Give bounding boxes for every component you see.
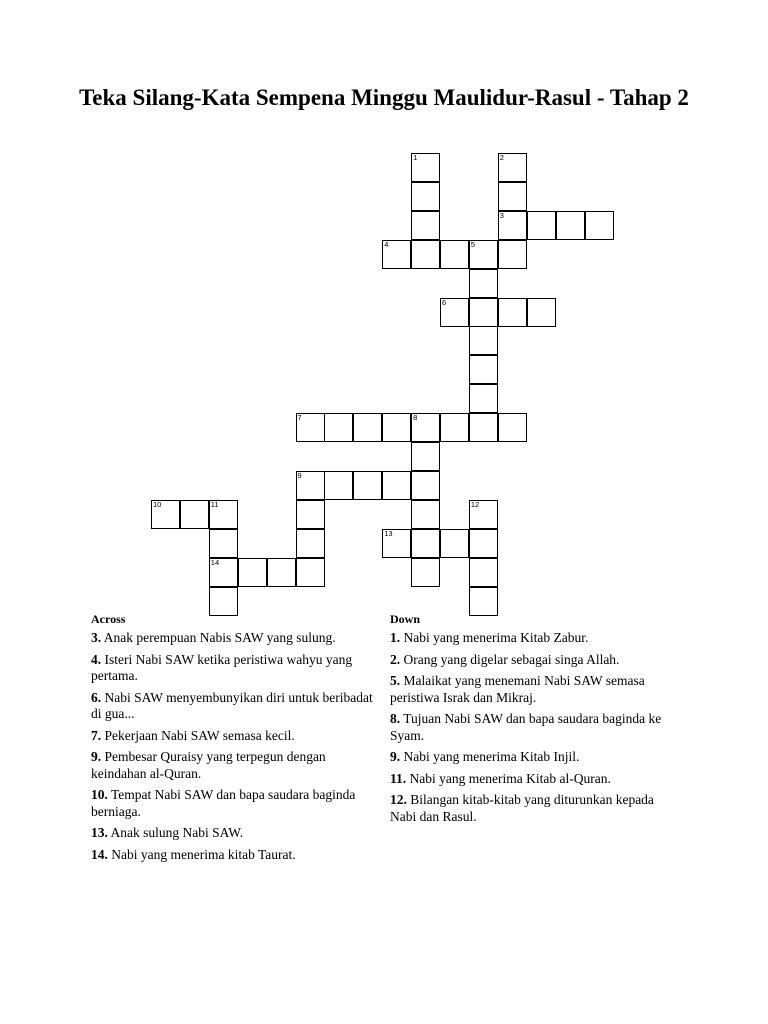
grid-cell[interactable] [556,211,585,240]
clue-number: 8. [390,711,401,726]
down-clues [390,612,680,830]
grid-cell[interactable] [440,298,469,327]
grid-cell[interactable] [382,471,411,500]
grid-cell[interactable] [151,500,180,529]
grid-cell[interactable] [469,384,498,413]
grid-cell[interactable] [382,529,411,558]
clue-number: 14. [91,846,108,862]
grid-cell[interactable] [440,529,469,558]
down-clue [390,652,680,669]
clue-text: Orang yang digelar sebagai singa Allah. [400,651,620,667]
grid-cell[interactable] [498,182,527,211]
grid-cell[interactable] [498,413,527,442]
down-clue [390,673,680,706]
grid-cell[interactable] [469,500,498,529]
page-title: Teka Silang-Kata Sempena Minggu Maulidur-Rasul - Tahap 2 [79,85,689,110]
clue-number: 4. [91,651,102,667]
grid-cell[interactable] [411,413,440,442]
across-clue [91,787,376,820]
cell-number: 3 [499,210,504,220]
grid-cell[interactable] [469,269,498,298]
cell-number: 2 [499,153,504,162]
grid-cell[interactable] [267,558,296,587]
clue-text: Anak sulung Nabi SAW. [107,825,244,840]
grid-cell[interactable] [469,558,498,587]
grid-cell[interactable] [296,529,325,558]
down-clue [390,771,680,788]
grid-cell[interactable] [469,298,498,327]
grid-cell[interactable] [469,529,498,558]
across-heading: Across [91,612,126,626]
grid-cell[interactable] [440,413,469,442]
clue-text: Nabi SAW menyembunyikan diri untuk beribadat di gua... [91,689,373,721]
grid-cell[interactable] [209,500,238,529]
clue-number: 1. [390,630,401,645]
grid-cell[interactable] [382,240,411,269]
across-clue [91,728,376,745]
grid-cell[interactable] [411,558,440,587]
clue-number: 5. [390,673,401,688]
clue-number: 6. [91,689,102,705]
grid-cell[interactable] [469,355,498,384]
grid-cell[interactable] [469,326,498,355]
down-clue [390,630,680,647]
cell-number: 7 [297,413,302,423]
clue-number: 9. [91,749,102,764]
clue-text: Nabi yang menerima Kitab al-Quran. [406,770,611,786]
grid-cell[interactable] [209,529,238,558]
cell-number: 10 [153,499,162,509]
down-clue [390,749,680,766]
grid-cell[interactable] [411,153,440,182]
clue-number: 13. [91,825,108,840]
grid-cell[interactable] [296,558,325,587]
grid-cell[interactable] [411,471,440,500]
clue-number: 3. [91,630,102,645]
clue-text: Nabi yang menerima kitab Taurat. [107,846,296,862]
grid-cell[interactable] [382,413,411,442]
clue-number: 10. [91,787,108,802]
down-clue-list [390,630,680,825]
cell-number: 5 [470,239,476,249]
clue-text: Nabi yang menerima Kitab Zabur. [400,630,589,645]
cell-number: 14 [210,557,220,567]
clue-text: Anak perempuan Nabis SAW yang sulung. [101,630,336,645]
down-clue [390,711,680,744]
clue-text: Malaikat yang menemani Nabi SAW semasa peristiwa Israk dan Mikraj. [390,673,645,705]
grid-cell[interactable] [411,529,440,558]
across-clue [91,847,376,864]
across-clue [91,630,376,647]
grid-cell[interactable] [527,211,556,240]
grid-cell[interactable] [296,413,325,442]
grid-cell[interactable] [498,211,527,240]
clue-text: Nabi yang menerima Kitab Injil. [400,749,580,764]
grid-cell[interactable] [353,413,382,442]
cell-number: 8 [413,413,418,423]
grid-cell[interactable] [411,182,440,211]
grid-cell[interactable] [411,500,440,529]
grid-cell[interactable] [440,240,469,269]
cell-number: 4 [384,239,389,249]
grid-cell[interactable] [324,413,353,442]
clue-text: Tujuan Nabi SAW dan bapa saudara baginda ke Syam. [390,711,662,743]
grid-cell[interactable] [238,558,267,587]
cell-number: 11 [210,499,219,509]
grid-cell[interactable] [469,413,498,442]
clue-number: 12. [390,792,407,807]
across-clue [91,825,376,842]
clue-number: 9. [390,749,401,764]
clue-text: Tempat Nabi SAW dan bapa saudara baginda berniaga. [91,787,356,819]
grid-cell[interactable] [498,298,527,327]
clue-text: Pembesar Quraisy yang terpegun dengan keindahan al-Quran. [91,749,326,781]
cell-number: 6 [442,297,447,307]
down-clue [390,792,680,825]
across-clue [91,749,376,782]
cell-number: 9 [297,470,302,480]
grid-cell[interactable] [527,298,556,327]
clue-text: Bilangan kitab-kitab yang diturunkan kepada Nabi dan Rasul. [390,792,654,824]
across-clue [91,652,376,685]
down-heading: Down [390,612,421,626]
clue-text: Pekerjaan Nabi SAW semasa kecil. [101,727,295,743]
grid-cell[interactable] [411,211,440,240]
across-clue-list [91,630,376,863]
grid-cell[interactable] [469,240,498,269]
clue-number: 2. [390,651,401,667]
grid-cell[interactable] [296,500,325,529]
cell-number: 1 [413,153,418,162]
grid-cell[interactable] [498,240,527,269]
across-clue [91,690,376,723]
grid-cell[interactable] [411,240,440,269]
grid-cell[interactable] [296,471,325,500]
grid-cell[interactable] [324,471,353,500]
cell-number: 12 [470,499,480,509]
clue-number: 7. [91,727,102,743]
grid-cell[interactable] [585,211,614,240]
across-clues [91,612,376,868]
grid-cell[interactable] [209,558,238,587]
grid-cell[interactable] [180,500,209,529]
cell-number: 13 [384,528,393,538]
grid-cell[interactable] [498,153,527,182]
clue-text: Isteri Nabi SAW ketika peristiwa wahyu yang pertama. [91,651,353,683]
grid-cell[interactable] [353,471,382,500]
clue-number: 11. [390,770,407,786]
grid-cell[interactable] [411,442,440,471]
